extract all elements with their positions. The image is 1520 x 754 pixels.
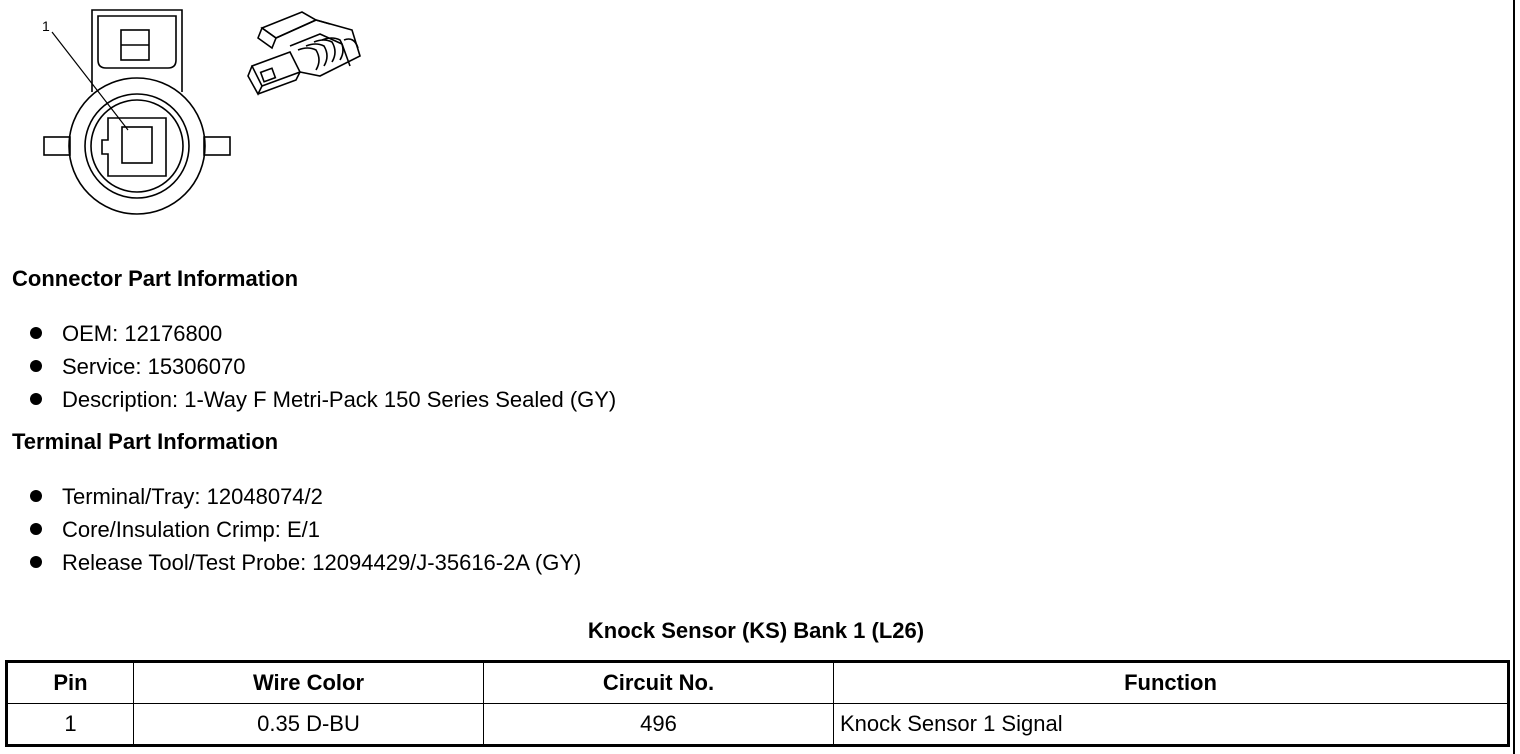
list-item: Description: 1-Way F Metri-Pack 150 Series Sealed (GY) (30, 383, 616, 416)
bullet-icon (30, 327, 42, 339)
table-title: Knock Sensor (KS) Bank 1 (L26) (587, 618, 925, 643)
connector-part-info-list (30, 317, 616, 416)
connector-isometric-sketch (248, 12, 360, 94)
list-item: Service: 15306070 (30, 350, 616, 383)
list-item: Core/Insulation Crimp: E/1 (30, 513, 581, 546)
connector-part-info-heading: Connector Part Information (12, 266, 299, 291)
terminal-part-info-list (30, 480, 581, 579)
header-circuit-no: Circuit No. (484, 662, 834, 704)
bullet-icon (30, 490, 42, 502)
header-pin: Pin (7, 662, 134, 704)
table-header-row (7, 662, 1509, 704)
table-row (7, 704, 1509, 746)
header-function: Function (834, 662, 1509, 704)
page-border-right (1513, 0, 1515, 754)
list-item: OEM: 12176800 (30, 317, 616, 350)
bullet-icon (30, 360, 42, 372)
cell-function: Knock Sensor 1 Signal (834, 704, 1509, 746)
list-item: Release Tool/Test Probe: 12094429/J-35616-2A (GY) (30, 546, 581, 579)
cell-pin: 1 (7, 704, 134, 746)
list-item: Terminal/Tray: 12048074/2 (30, 480, 581, 513)
bullet-icon (30, 393, 42, 405)
cell-wire-color: 0.35 D-BU (134, 704, 484, 746)
callout-label: 1 (42, 18, 50, 34)
bullet-icon (30, 556, 42, 568)
cell-circuit-no: 496 (484, 704, 834, 746)
terminal-part-info-heading: Terminal Part Information (12, 429, 279, 454)
pin-table (5, 660, 1510, 747)
connector-diagram (0, 0, 380, 230)
header-wire-color: Wire Color (134, 662, 484, 704)
bullet-icon (30, 523, 42, 535)
